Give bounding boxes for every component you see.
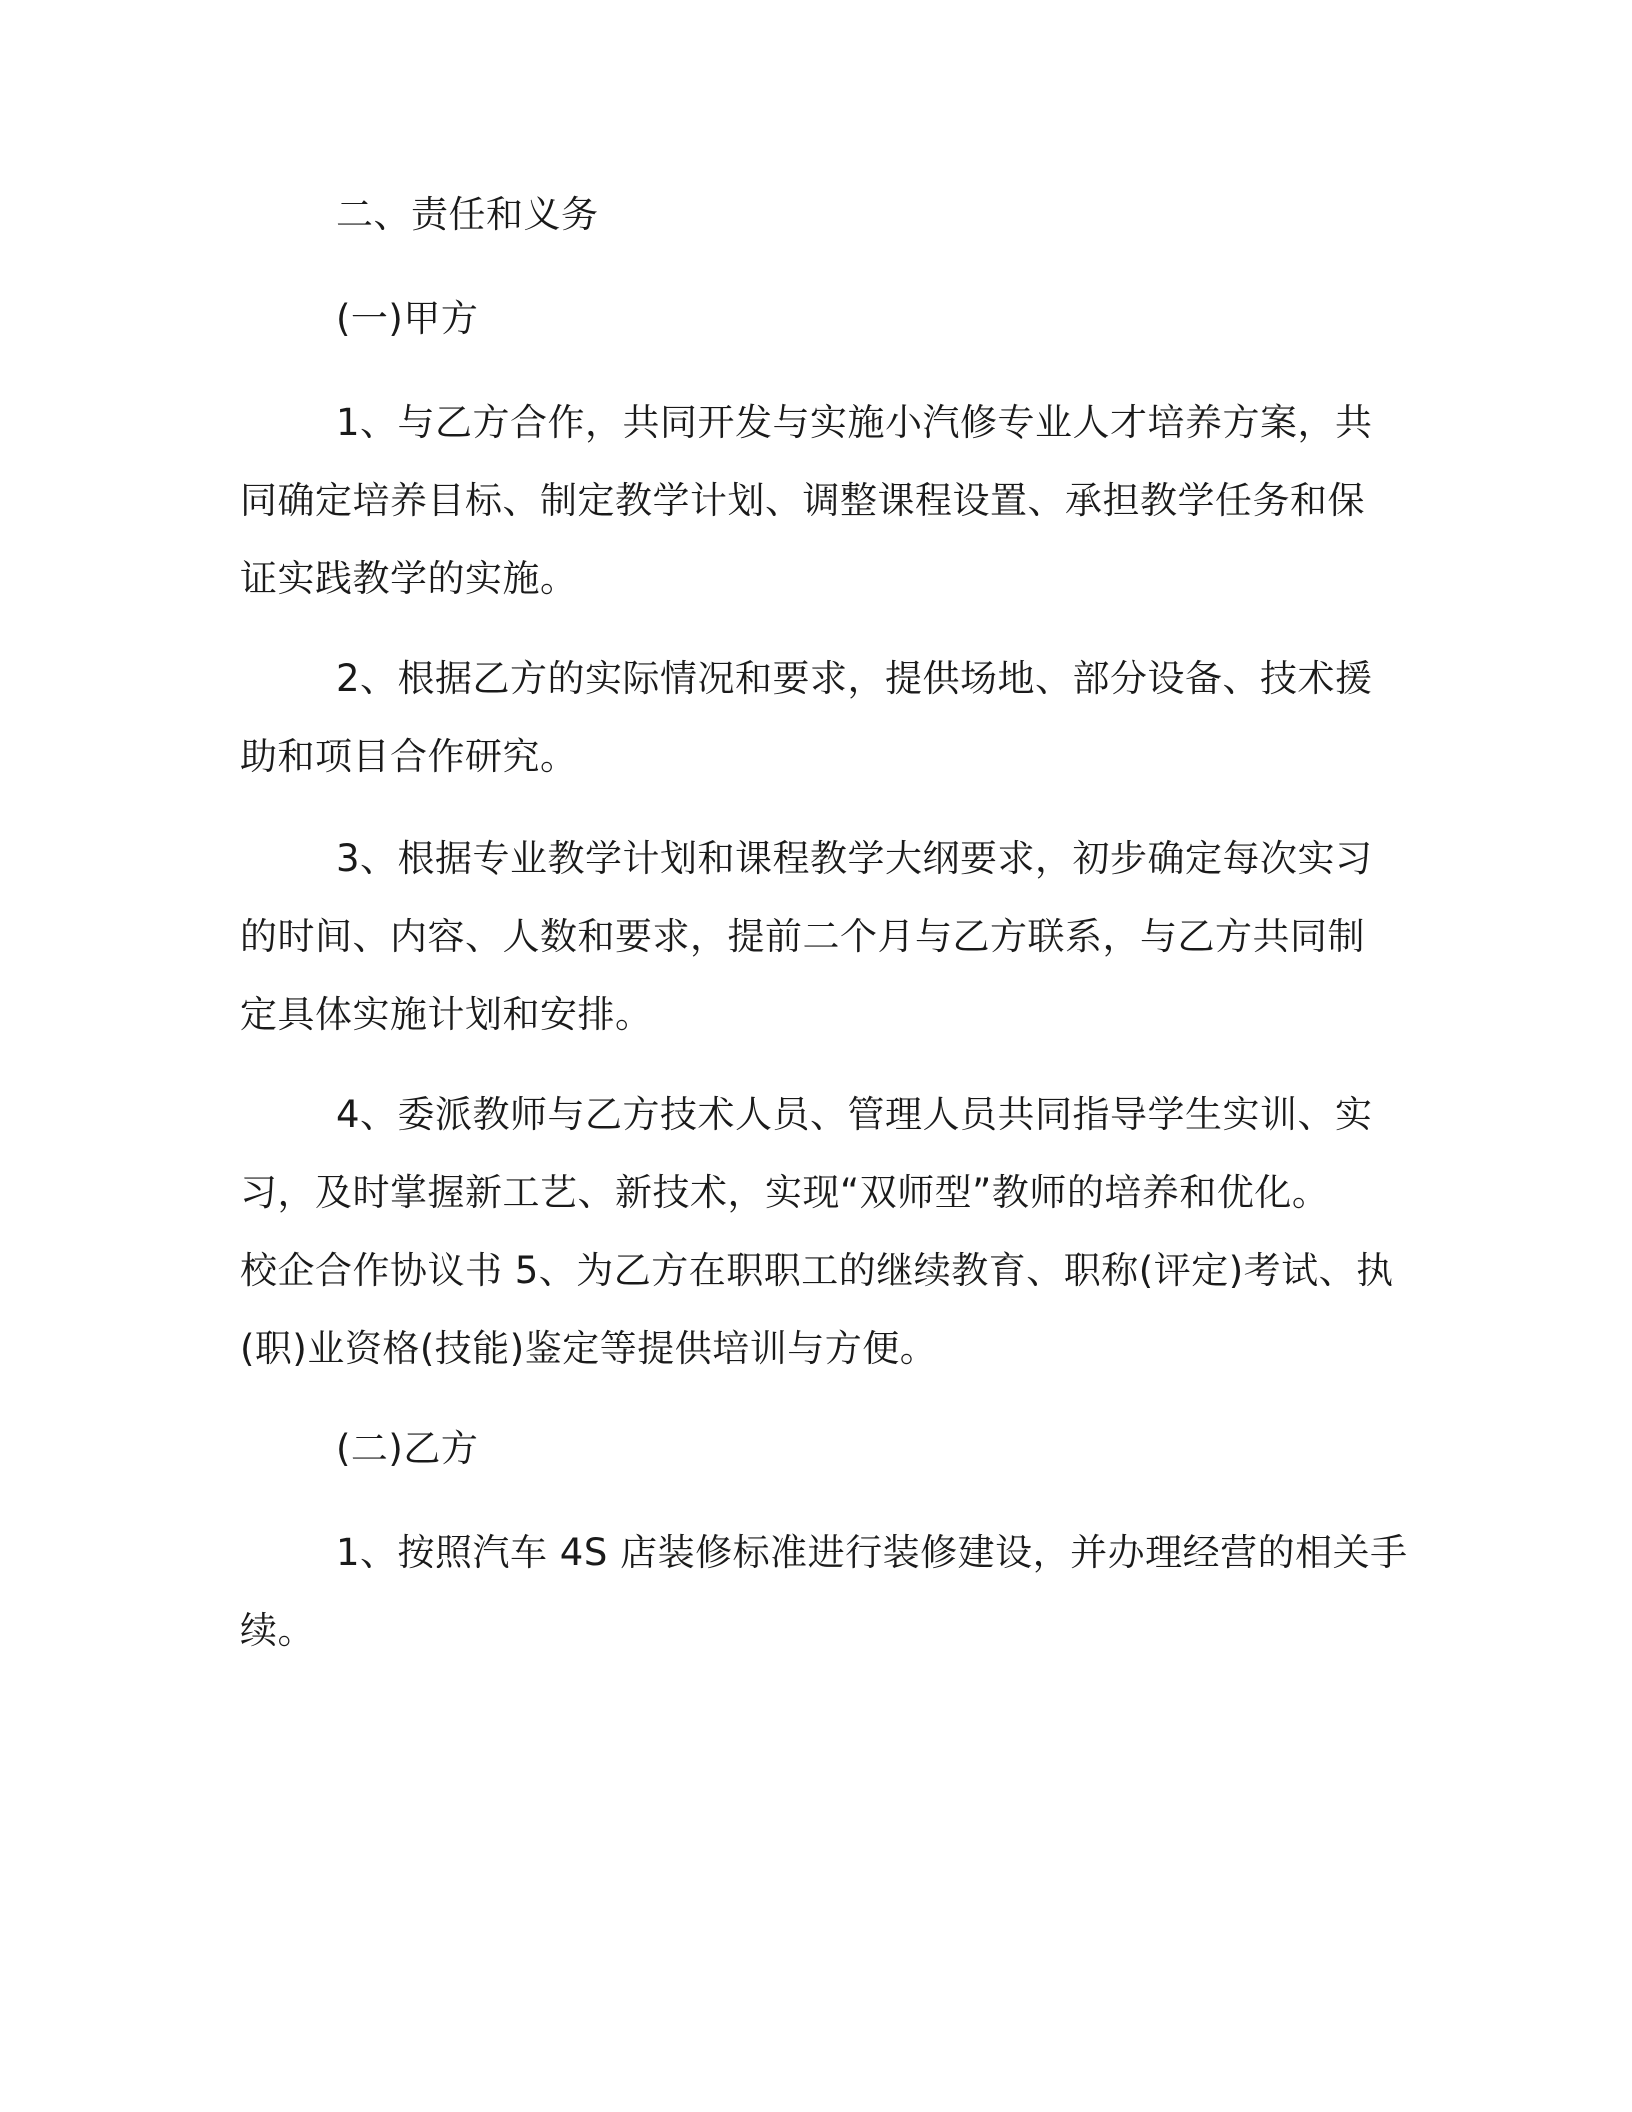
paragraph-line: 续。 bbox=[240, 1609, 315, 1652]
paragraph-line: 校企合作协议书 5、为乙方在职职工的继续教育、职称(评定)考试、执 bbox=[240, 1249, 1394, 1292]
paragraph-line: 的时间、内容、人数和要求，提前二个月与乙方联系，与乙方共同制 bbox=[240, 915, 1365, 958]
section-title: 二、责任和义务 bbox=[336, 193, 599, 236]
paragraph-line: 习，及时掌握新工艺、新技术，实现“双师型”教师的培养和优化。 bbox=[240, 1171, 1330, 1214]
party-a-heading: (一)甲方 bbox=[336, 297, 479, 340]
paragraph-line: 2、根据乙方的实际情况和要求，提供场地、部分设备、技术援 bbox=[336, 657, 1373, 700]
paragraph-line: 定具体实施计划和安排。 bbox=[240, 993, 653, 1036]
paragraph-line: 助和项目合作研究。 bbox=[240, 735, 578, 778]
paragraph-line: (职)业资格(技能)鉴定等提供培训与方便。 bbox=[240, 1327, 938, 1370]
paragraph-line: 同确定培养目标、制定教学计划、调整课程设置、承担教学任务和保 bbox=[240, 479, 1365, 522]
paragraph-line: 1、按照汽车 4S 店装修标准进行装修建设，并办理经营的相关手 bbox=[336, 1531, 1408, 1574]
paragraph-line: 3、根据专业教学计划和课程教学大纲要求，初步确定每次实习 bbox=[336, 837, 1373, 880]
paragraph-line: 1、与乙方合作，共同开发与实施小汽修专业人才培养方案，共 bbox=[336, 401, 1373, 444]
paragraph-line: 4、委派教师与乙方技术人员、管理人员共同指导学生实训、实 bbox=[336, 1093, 1373, 1136]
party-b-heading: (二)乙方 bbox=[336, 1427, 479, 1470]
paragraph-line: 证实践教学的实施。 bbox=[240, 557, 578, 600]
